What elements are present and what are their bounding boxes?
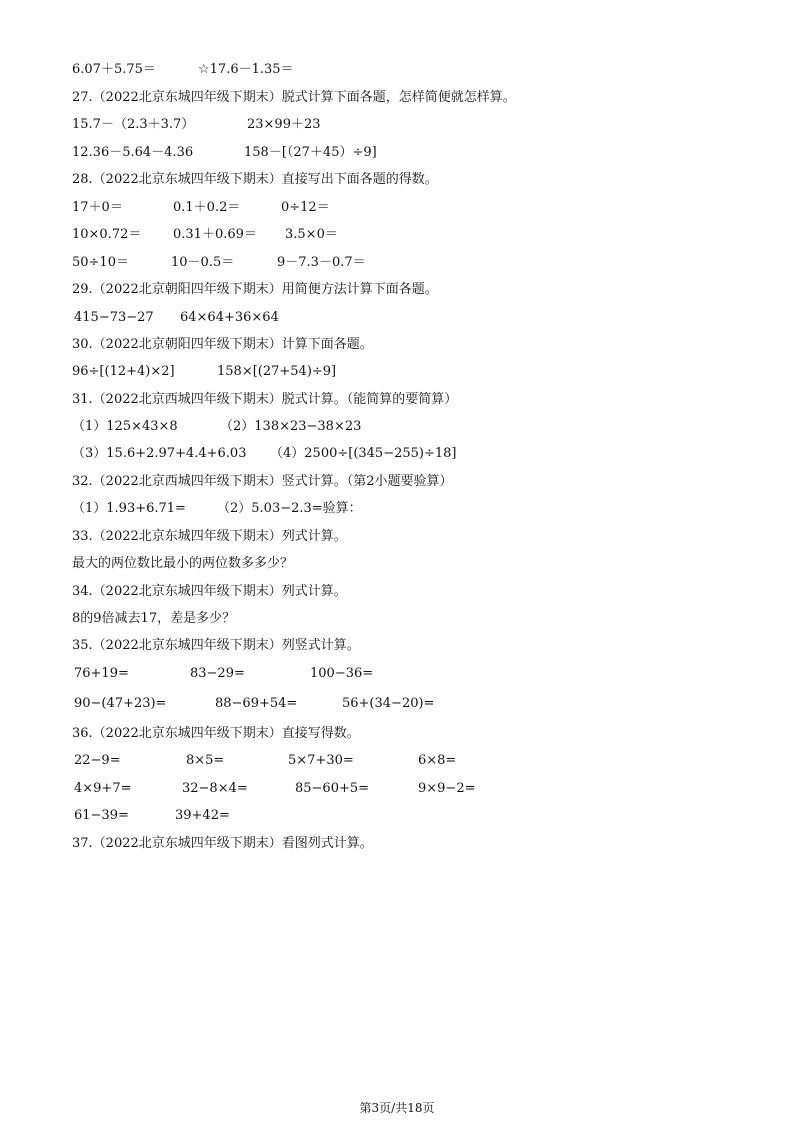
question-text: 31.（2022北京西城四年级下期末）脱式计算。（能简算的要简算）	[72, 392, 458, 407]
expression: 158×[(27+54)÷9]	[217, 364, 337, 379]
expression: （3）15.6+2.97+4.4+6.03	[72, 446, 247, 461]
question-text: 33.（2022北京东城四年级下期末）列式计算。	[72, 529, 347, 544]
expression: 5×7+30=	[288, 753, 354, 768]
expression: 3.5×0＝	[285, 227, 338, 242]
expression: 4×9+7=	[74, 781, 132, 796]
question-text: 28.（2022北京东城四年级下期末）直接写出下面各题的得数。	[72, 172, 438, 187]
expression: 56+(34−20)=	[342, 696, 435, 711]
expression: 85−60+5=	[295, 781, 370, 796]
expression: （4）2500÷[(345−255)÷18]	[270, 446, 457, 461]
expression: （2）5.03−2.3=验算：	[217, 501, 362, 516]
expression: （1）1.93+6.71=	[72, 501, 186, 516]
expression: 17＋0＝	[72, 200, 123, 215]
expression: 22−9=	[74, 753, 121, 768]
expression: 158－[（27＋45）÷9]	[244, 145, 377, 160]
question-text: 最大的两位数比最小的两位数多多少？	[72, 556, 294, 571]
expression: 6.07＋5.75＝	[72, 62, 156, 77]
expression: 23×99＋23	[247, 117, 321, 132]
expression: 32−8×4=	[182, 781, 248, 796]
question-text: 27.（2022北京东城四年级下期末）脱式计算下面各题，怎样简便就怎样算。	[72, 90, 516, 105]
question-text: 8的9倍减去17，差是多少？	[72, 611, 236, 626]
expression: 8×5=	[186, 753, 225, 768]
expression: 15.7－（2.3＋3.7）	[72, 117, 195, 132]
question-text: 36.（2022北京东城四年级下期末）直接写得数。	[72, 726, 360, 741]
question-text: 37.（2022北京东城四年级下期末）看图列式计算。	[72, 836, 373, 851]
expression: ☆17.6－1.35＝	[198, 62, 294, 77]
page-number: 第3页/共18页	[359, 1101, 435, 1115]
expression: 6×8=	[418, 753, 457, 768]
expression: 100−36=	[310, 666, 374, 681]
expression: 9×9−2=	[418, 781, 476, 796]
expression: 61−39=	[74, 808, 129, 823]
expression: 10－0.5＝	[171, 255, 235, 270]
expression: 96÷[(12+4)×2]	[72, 364, 175, 379]
expression: 83−29=	[190, 666, 245, 681]
expression: 50÷10＝	[72, 255, 129, 270]
question-text: 35.（2022北京东城四年级下期末）列竖式计算。	[72, 638, 360, 653]
expression: 415−73−27	[74, 310, 154, 325]
expression: （2）138×23−38×23	[220, 419, 362, 434]
question-text: 32.（2022北京西城四年级下期末）竖式计算。（第2小题要验算）	[72, 474, 453, 489]
expression: 39+42=	[175, 808, 230, 823]
expression: 88−69+54=	[215, 696, 298, 711]
expression: 76+19=	[74, 666, 129, 681]
expression: （1）125×43×8	[72, 419, 178, 434]
expression: 64×64+36×64	[180, 310, 279, 325]
expression: 10×0.72＝	[72, 227, 142, 242]
expression: 12.36－5.64－4.36	[72, 145, 194, 160]
expression: 0.1＋0.2＝	[173, 200, 241, 215]
expression: 0.31＋0.69＝	[173, 227, 257, 242]
question-text: 30.（2022北京朝阳四年级下期末）计算下面各题。	[72, 337, 373, 352]
question-text: 29.（2022北京朝阳四年级下期末）用简便方法计算下面各题。	[72, 282, 438, 297]
expression: 9－7.3－0.7＝	[277, 255, 366, 270]
expression: 0÷12＝	[281, 200, 330, 215]
expression: 90−(47+23)=	[74, 696, 167, 711]
question-text: 34.（2022北京东城四年级下期末）列式计算。	[72, 584, 347, 599]
